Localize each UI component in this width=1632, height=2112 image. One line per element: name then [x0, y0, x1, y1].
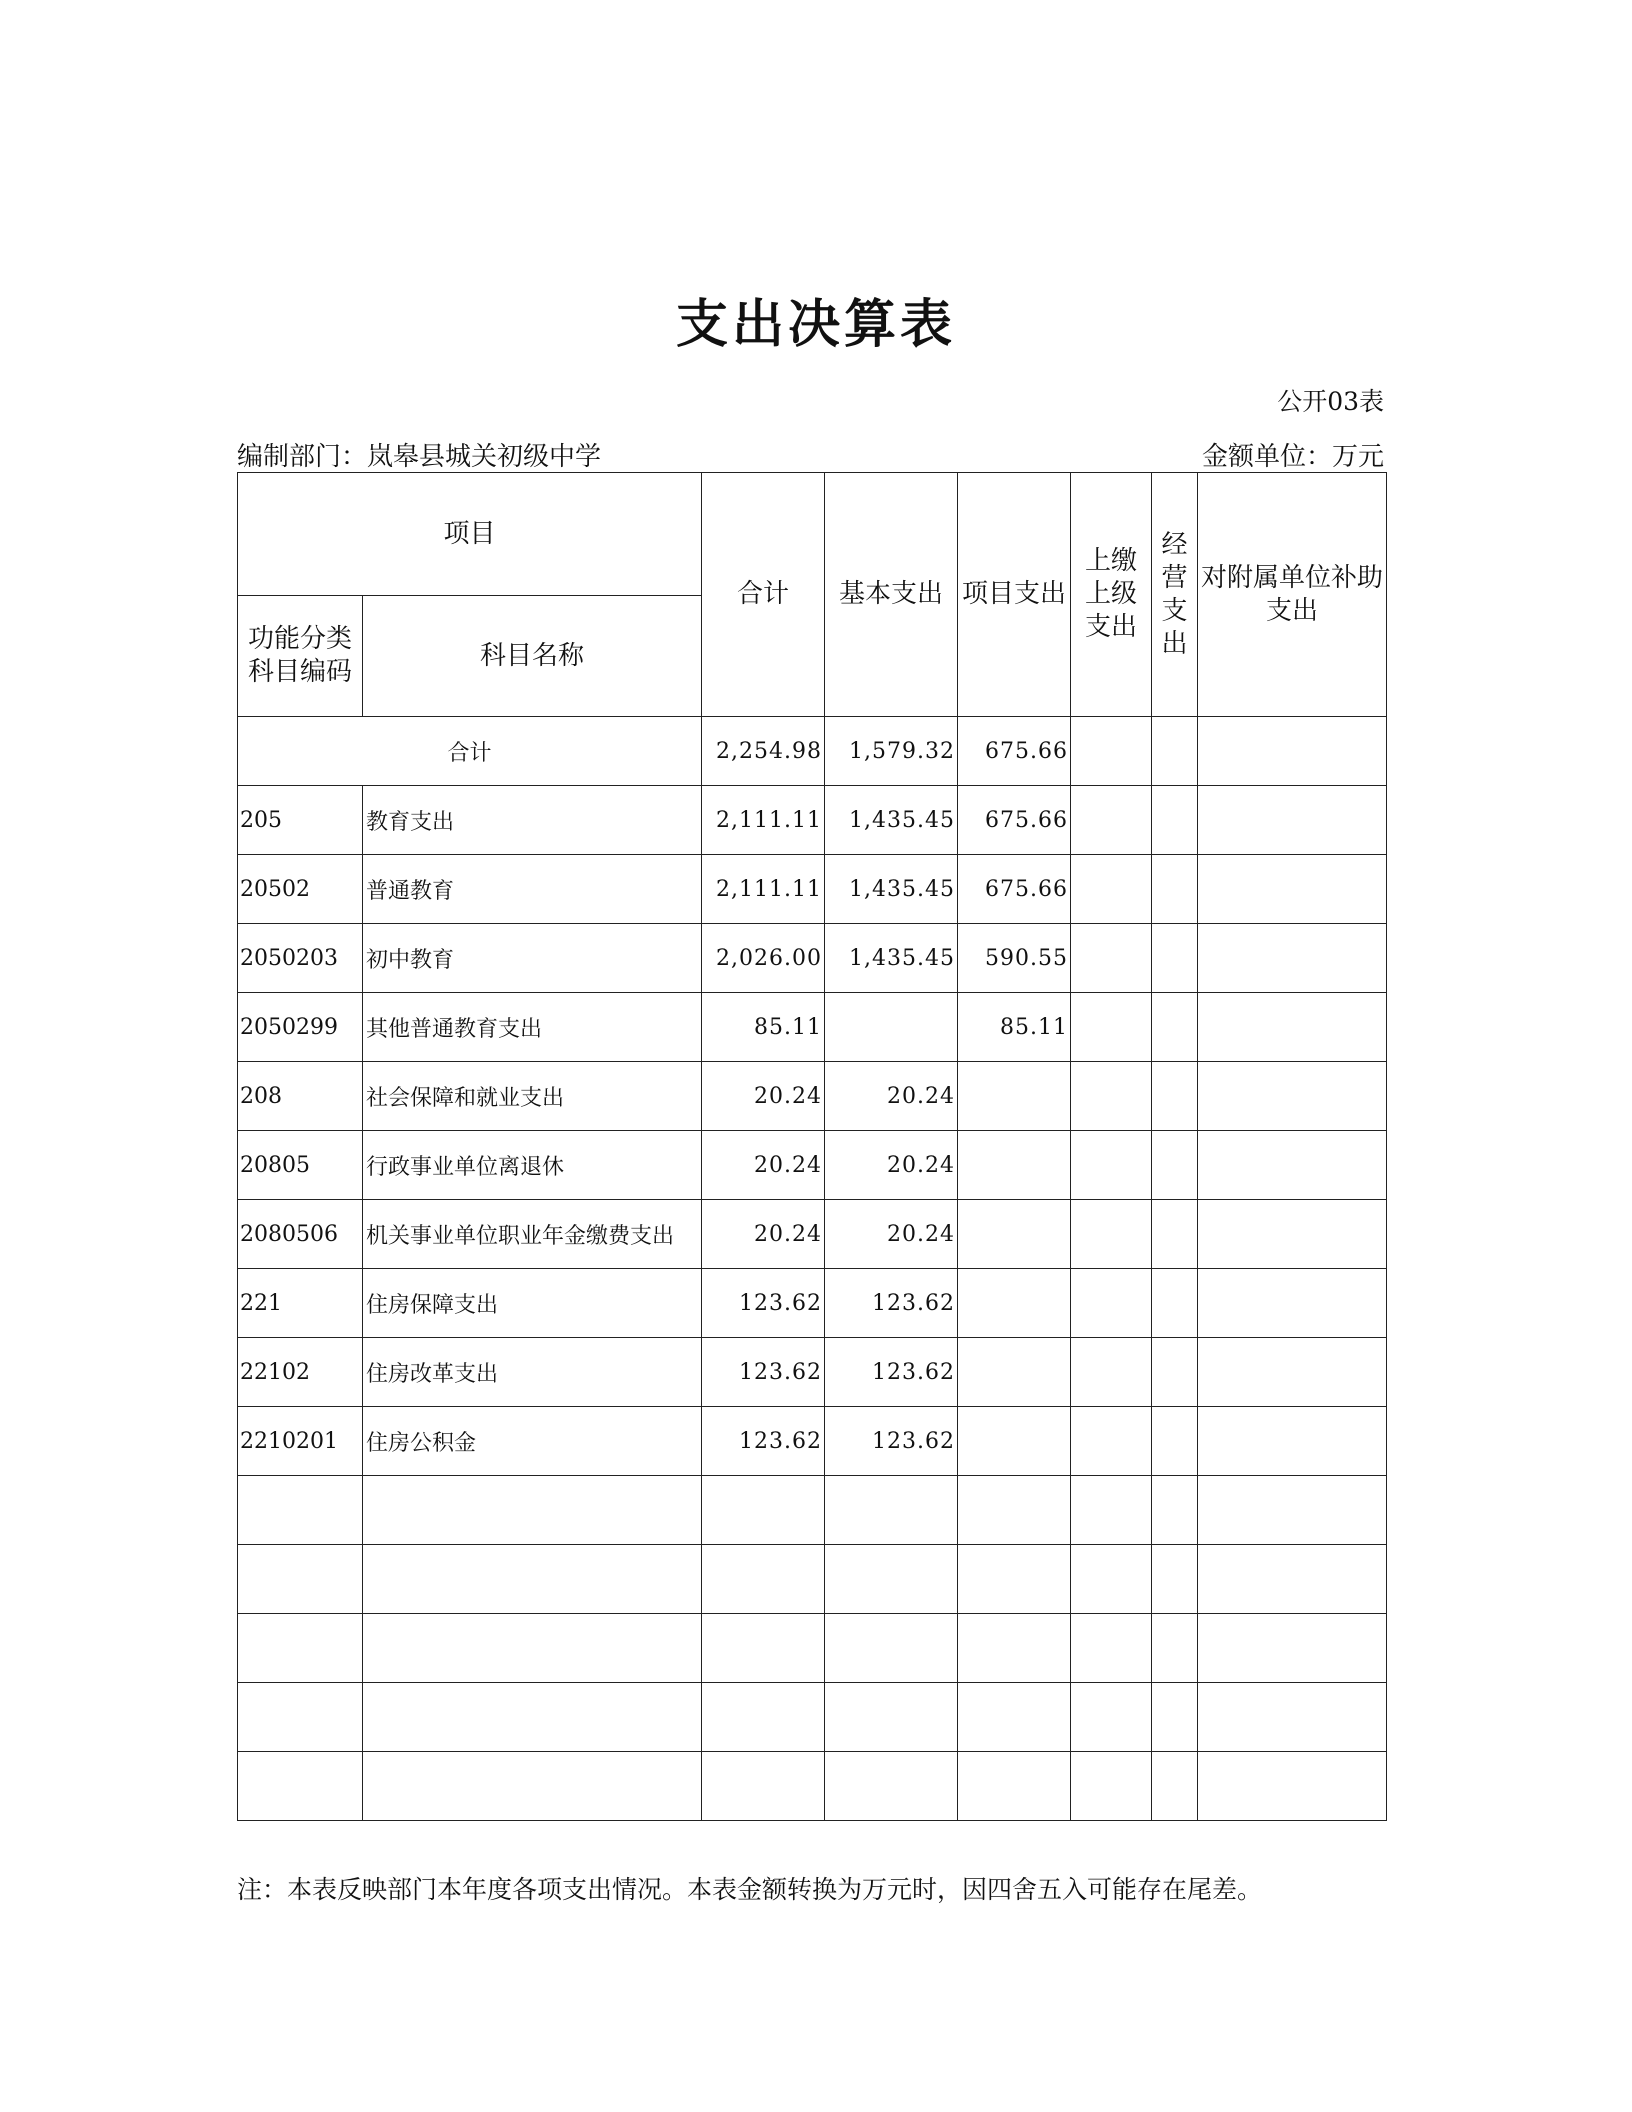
footnote: 注：本表反映部门本年度各项支出情况。本表金额转换为万元时，因四舍五入可能存在尾差。 [237, 1875, 1263, 1904]
cell-upper [1071, 1683, 1152, 1752]
unit-label: 金额单位：万元 [1201, 442, 1384, 472]
table-row [238, 1062, 1387, 1131]
header-operating-line4: 出 [1161, 628, 1188, 659]
header-operating [1152, 473, 1198, 717]
cell-code: 20502 [238, 855, 363, 924]
cell-project [958, 1338, 1071, 1407]
header-upper [1071, 473, 1152, 717]
cell-name [363, 1545, 702, 1614]
cell-subsidy [1198, 993, 1387, 1062]
cell-subsidy [1198, 1614, 1387, 1683]
cell-code: 205 [238, 786, 363, 855]
cell-basic: 123.62 [825, 1269, 958, 1338]
cell-code: 208 [238, 1062, 363, 1131]
header-operating-line1: 经 [1161, 529, 1188, 560]
total-row-subsidy [1198, 717, 1387, 786]
cell-basic [825, 1683, 958, 1752]
cell-operating [1152, 1545, 1198, 1614]
cell-name: 初中教育 [363, 924, 702, 993]
cell-basic [825, 1476, 958, 1545]
cell-project [958, 1062, 1071, 1131]
header-project-expenditure [958, 473, 1071, 717]
cell-total [702, 1614, 825, 1683]
header-project [238, 473, 702, 596]
header-subsidy-line2: 支出 [1266, 595, 1319, 626]
table-row [238, 993, 1387, 1062]
cell-total: 20.24 [702, 1200, 825, 1269]
table-row [238, 1200, 1387, 1269]
cell-code: 2080506 [238, 1200, 363, 1269]
cell-upper [1071, 786, 1152, 855]
cell-total: 2,111.11 [702, 786, 825, 855]
cell-project [958, 1407, 1071, 1476]
cell-subsidy [1198, 1545, 1387, 1614]
cell-operating [1152, 924, 1198, 993]
header-operating-line2: 营 [1161, 562, 1188, 593]
cell-project [958, 1752, 1071, 1821]
expenditure-table [237, 472, 1387, 1821]
total-row-upper [1071, 717, 1152, 786]
table-row [238, 1338, 1387, 1407]
table-row [238, 924, 1387, 993]
cell-upper [1071, 1269, 1152, 1338]
cell-subsidy [1198, 924, 1387, 993]
table-row [238, 855, 1387, 924]
total-row-operating [1152, 717, 1198, 786]
table-row [238, 1614, 1387, 1683]
cell-upper [1071, 1407, 1152, 1476]
cell-upper [1071, 1338, 1152, 1407]
cell-upper [1071, 1752, 1152, 1821]
cell-upper [1071, 1545, 1152, 1614]
header-operating-line3: 支 [1161, 595, 1188, 626]
cell-operating [1152, 1614, 1198, 1683]
cell-project [958, 1476, 1071, 1545]
cell-name: 教育支出 [363, 786, 702, 855]
cell-code [238, 1545, 363, 1614]
cell-code [238, 1752, 363, 1821]
cell-project [958, 1545, 1071, 1614]
page-title: 支出决算表 [675, 294, 956, 355]
cell-operating [1152, 855, 1198, 924]
cell-basic [825, 993, 958, 1062]
cell-operating [1152, 786, 1198, 855]
header-project-label: 项目 [443, 518, 496, 549]
cell-total: 2,111.11 [702, 855, 825, 924]
table-row [238, 1407, 1387, 1476]
header-upper-line3: 支出 [1085, 612, 1138, 642]
cell-operating [1152, 1476, 1198, 1545]
cell-subsidy [1198, 1062, 1387, 1131]
cell-upper [1071, 1062, 1152, 1131]
cell-operating [1152, 993, 1198, 1062]
department-label: 编制部门：岚皋县城关初级中学 [237, 442, 602, 472]
cell-code: 2050299 [238, 993, 363, 1062]
cell-total [702, 1545, 825, 1614]
header-function-code-line1: 功能分类 [247, 624, 352, 654]
cell-name [363, 1683, 702, 1752]
cell-subsidy [1198, 1338, 1387, 1407]
cell-operating [1152, 1683, 1198, 1752]
cell-operating [1152, 1338, 1198, 1407]
cell-basic: 1,435.45 [825, 786, 958, 855]
cell-name: 机关事业单位职业年金缴费支出 [363, 1200, 702, 1269]
cell-code: 2210201 [238, 1407, 363, 1476]
total-row-label: 合计 [238, 717, 702, 786]
cell-project: 675.66 [958, 786, 1071, 855]
cell-code: 221 [238, 1269, 363, 1338]
cell-name: 其他普通教育支出 [363, 993, 702, 1062]
header-function-code-line2: 科目编码 [247, 657, 352, 687]
cell-operating [1152, 1200, 1198, 1269]
cell-code [238, 1683, 363, 1752]
cell-subsidy [1198, 1269, 1387, 1338]
cell-name [363, 1752, 702, 1821]
cell-upper [1071, 1131, 1152, 1200]
cell-upper [1071, 1476, 1152, 1545]
cell-total: 20.24 [702, 1062, 825, 1131]
cell-basic: 123.62 [825, 1338, 958, 1407]
header-upper-line1: 上缴 [1085, 546, 1138, 576]
header-upper-line2: 上级 [1085, 579, 1138, 609]
cell-basic: 20.24 [825, 1131, 958, 1200]
cell-basic: 1,435.45 [825, 855, 958, 924]
cell-operating [1152, 1131, 1198, 1200]
table-row [238, 1545, 1387, 1614]
header-basic [825, 473, 958, 717]
cell-project [958, 1269, 1071, 1338]
cell-basic [825, 1614, 958, 1683]
total-row-total: 2,254.98 [702, 717, 825, 786]
cell-name: 住房改革支出 [363, 1338, 702, 1407]
cell-code: 22102 [238, 1338, 363, 1407]
cell-subsidy [1198, 786, 1387, 855]
cell-upper [1071, 1614, 1152, 1683]
cell-subsidy [1198, 855, 1387, 924]
cell-upper [1071, 993, 1152, 1062]
cell-subsidy [1198, 1407, 1387, 1476]
header-subject-name [363, 596, 702, 717]
cell-basic: 123.62 [825, 1407, 958, 1476]
table-row [238, 1476, 1387, 1545]
cell-subsidy [1198, 1683, 1387, 1752]
cell-project: 675.66 [958, 855, 1071, 924]
cell-project: 85.11 [958, 993, 1071, 1062]
header-subsidy-line1: 对附属单位补助 [1201, 562, 1384, 593]
cell-upper [1071, 924, 1152, 993]
cell-upper [1071, 1200, 1152, 1269]
cell-name [363, 1614, 702, 1683]
cell-project [958, 1200, 1071, 1269]
cell-code [238, 1476, 363, 1545]
table-row [238, 1683, 1387, 1752]
table-number: 公开03表 [1277, 387, 1384, 416]
total-row [238, 717, 1387, 786]
cell-name: 住房公积金 [363, 1407, 702, 1476]
cell-name: 住房保障支出 [363, 1269, 702, 1338]
cell-basic: 20.24 [825, 1062, 958, 1131]
cell-total: 123.62 [702, 1269, 825, 1338]
cell-project [958, 1131, 1071, 1200]
cell-operating [1152, 1062, 1198, 1131]
cell-code: 2050203 [238, 924, 363, 993]
total-row-project: 675.66 [958, 717, 1071, 786]
cell-project [958, 1683, 1071, 1752]
header-function-code [238, 596, 363, 717]
cell-name [363, 1476, 702, 1545]
cell-total [702, 1752, 825, 1821]
cell-code [238, 1614, 363, 1683]
header-row-1 [238, 473, 1387, 596]
cell-subsidy [1198, 1200, 1387, 1269]
cell-total [702, 1683, 825, 1752]
cell-subsidy [1198, 1476, 1387, 1545]
cell-name: 普通教育 [363, 855, 702, 924]
cell-basic [825, 1545, 958, 1614]
header-subsidy [1198, 473, 1387, 717]
total-row-basic: 1,579.32 [825, 717, 958, 786]
cell-total [702, 1476, 825, 1545]
cell-total: 123.62 [702, 1407, 825, 1476]
header-total-label: 合计 [737, 579, 790, 609]
cell-total: 2,026.00 [702, 924, 825, 993]
cell-total: 20.24 [702, 1131, 825, 1200]
header-total [702, 473, 825, 717]
cell-upper [1071, 855, 1152, 924]
table-row [238, 786, 1387, 855]
cell-total: 123.62 [702, 1338, 825, 1407]
cell-operating [1152, 1407, 1198, 1476]
table-row [238, 1269, 1387, 1338]
table-row [238, 1131, 1387, 1200]
cell-operating [1152, 1269, 1198, 1338]
table-row [238, 1752, 1387, 1821]
cell-project: 590.55 [958, 924, 1071, 993]
cell-basic: 20.24 [825, 1200, 958, 1269]
header-project-expenditure-label: 项目支出 [962, 579, 1067, 609]
cell-code: 20805 [238, 1131, 363, 1200]
cell-project [958, 1614, 1071, 1683]
cell-subsidy [1198, 1131, 1387, 1200]
cell-subsidy [1198, 1752, 1387, 1821]
cell-name: 社会保障和就业支出 [363, 1062, 702, 1131]
cell-basic [825, 1752, 958, 1821]
cell-basic: 1,435.45 [825, 924, 958, 993]
header-basic-label: 基本支出 [839, 579, 944, 609]
header-subject-name-label: 科目名称 [480, 640, 585, 671]
cell-name: 行政事业单位离退休 [363, 1131, 702, 1200]
cell-operating [1152, 1752, 1198, 1821]
cell-total: 85.11 [702, 993, 825, 1062]
